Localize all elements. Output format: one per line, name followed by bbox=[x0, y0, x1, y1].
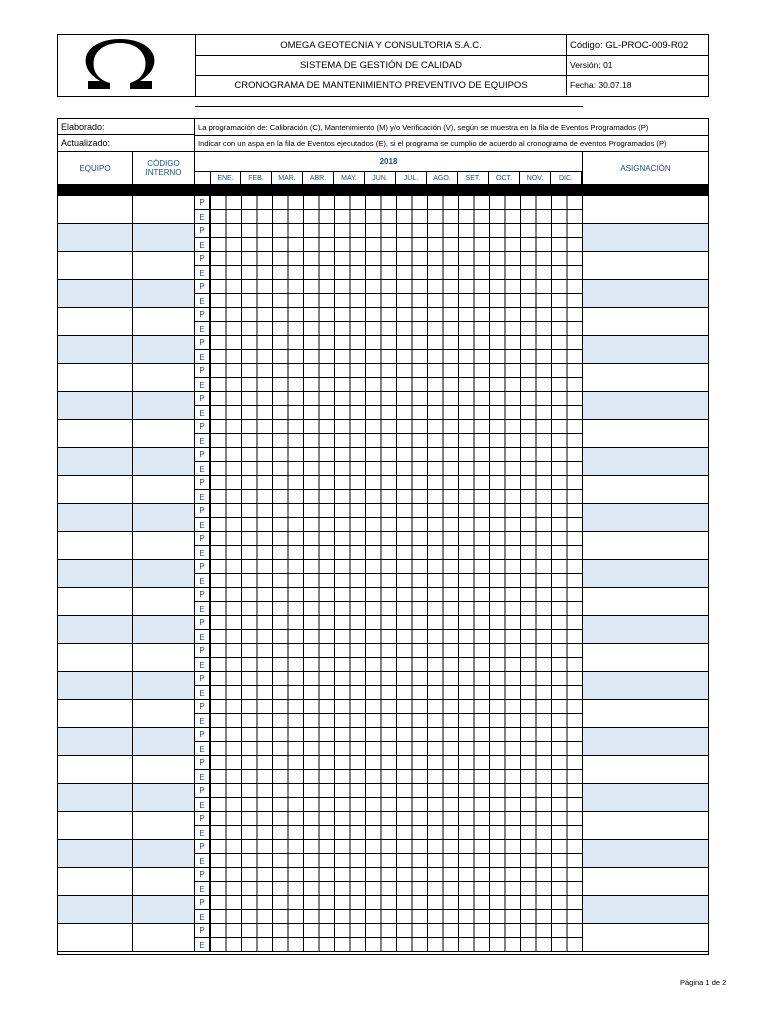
codigo-interno-cell[interactable] bbox=[133, 476, 195, 503]
schedule-grid-cells[interactable] bbox=[210, 392, 583, 419]
month-header-4: MAY. bbox=[334, 172, 365, 184]
info-row-elaborado bbox=[57, 118, 709, 135]
programado-label: P bbox=[195, 672, 210, 686]
table-row bbox=[58, 336, 708, 364]
ejecutado-label: E bbox=[195, 658, 210, 672]
asignacion-cell[interactable] bbox=[583, 560, 708, 587]
ejecutado-label: E bbox=[195, 518, 210, 532]
programado-label: P bbox=[195, 448, 210, 462]
schedule-grid-cells[interactable] bbox=[210, 420, 583, 447]
schedule-grid-cells[interactable] bbox=[210, 868, 583, 895]
schedule-grid-cells[interactable] bbox=[210, 224, 583, 251]
schedule-grid-cells[interactable] bbox=[210, 336, 583, 363]
codigo-interno-cell[interactable] bbox=[133, 364, 195, 391]
equipo-cell[interactable] bbox=[58, 812, 133, 839]
table-row bbox=[58, 560, 708, 588]
equipo-cell[interactable] bbox=[58, 252, 133, 279]
table-row bbox=[58, 448, 708, 476]
ejecutado-label: E bbox=[195, 238, 210, 252]
table-row bbox=[58, 308, 708, 336]
instruction-note-1: La programación de: Calibración (C), Mantenimiento (M) y/o Verificación (V), según se muestra en la fila de Eventos Programados (P) bbox=[195, 118, 709, 135]
codigo-interno-cell[interactable] bbox=[133, 420, 195, 447]
asignacion-cell[interactable] bbox=[583, 728, 708, 755]
ejecutado-label: E bbox=[195, 434, 210, 448]
programado-label: P bbox=[195, 392, 210, 406]
col-header-asignacion: ASIGNACIÓN bbox=[620, 163, 671, 173]
document-header bbox=[57, 34, 709, 97]
equipo-cell[interactable] bbox=[58, 308, 133, 335]
page-number: Página 1 de 2 bbox=[680, 978, 727, 987]
ejecutado-label: E bbox=[195, 574, 210, 588]
asignacion-cell[interactable] bbox=[583, 224, 708, 251]
document-code: Código: GL-PROC-009-R02 bbox=[570, 39, 689, 51]
header-row-system bbox=[196, 55, 708, 76]
system-name: SISTEMA DE GESTIÓN DE CALIDAD bbox=[196, 55, 567, 75]
codigo-interno-cell[interactable] bbox=[133, 280, 195, 307]
codigo-interno-cell[interactable] bbox=[133, 756, 195, 783]
ejecutado-label: E bbox=[195, 742, 210, 756]
equipo-cell[interactable] bbox=[58, 280, 133, 307]
info-row-actualizado bbox=[57, 135, 709, 152]
table-row bbox=[58, 840, 708, 868]
programado-label: P bbox=[195, 616, 210, 630]
ejecutado-label: E bbox=[195, 602, 210, 616]
codigo-interno-cell[interactable] bbox=[133, 560, 195, 587]
table-row bbox=[58, 224, 708, 252]
schedule-grid-cells[interactable] bbox=[210, 644, 583, 671]
ejecutado-label: E bbox=[195, 406, 210, 420]
table-row bbox=[58, 532, 708, 560]
equipo-cell[interactable] bbox=[58, 448, 133, 475]
schedule-grid-cells[interactable] bbox=[210, 840, 583, 867]
asignacion-cell[interactable] bbox=[583, 420, 708, 447]
asignacion-cell[interactable] bbox=[583, 672, 708, 699]
ejecutado-label: E bbox=[195, 826, 210, 840]
programado-label: P bbox=[195, 336, 210, 350]
equipo-cell[interactable] bbox=[58, 672, 133, 699]
table-row bbox=[58, 364, 708, 392]
ejecutado-label: E bbox=[195, 350, 210, 364]
schedule-grid-cells[interactable] bbox=[210, 196, 583, 223]
codigo-interno-cell[interactable] bbox=[133, 392, 195, 419]
month-header-5: JUN. bbox=[365, 172, 396, 184]
schedule-grid-cells[interactable] bbox=[210, 588, 583, 615]
schedule-grid-cells[interactable] bbox=[210, 784, 583, 811]
year-header: 2018 bbox=[195, 152, 583, 172]
header-row-company bbox=[196, 35, 708, 56]
asignacion-cell[interactable] bbox=[583, 812, 708, 839]
equipo-cell[interactable] bbox=[58, 868, 133, 895]
codigo-interno-cell[interactable] bbox=[133, 672, 195, 699]
equipo-cell[interactable] bbox=[58, 196, 133, 223]
table-row bbox=[58, 252, 708, 280]
schedule-grid-cells[interactable] bbox=[210, 504, 583, 531]
table-row bbox=[58, 728, 708, 756]
codigo-interno-cell[interactable] bbox=[133, 868, 195, 895]
codigo-interno-cell[interactable] bbox=[133, 924, 195, 951]
equipo-cell[interactable] bbox=[58, 644, 133, 671]
month-header-1: FEB. bbox=[241, 172, 272, 184]
document-date: Fecha: 30.07.18 bbox=[570, 80, 632, 90]
programado-label: P bbox=[195, 644, 210, 658]
schedule-grid-cells[interactable] bbox=[210, 476, 583, 503]
asignacion-cell[interactable] bbox=[583, 868, 708, 895]
table-row bbox=[58, 616, 708, 644]
codigo-interno-cell[interactable] bbox=[133, 700, 195, 727]
month-header-7: AGO. bbox=[427, 172, 458, 184]
month-header-row bbox=[195, 172, 583, 184]
ejecutado-label: E bbox=[195, 798, 210, 812]
asignacion-cell[interactable] bbox=[583, 896, 708, 923]
equipo-cell[interactable] bbox=[58, 700, 133, 727]
equipo-cell[interactable] bbox=[58, 504, 133, 531]
codigo-interno-cell[interactable] bbox=[133, 840, 195, 867]
ejecutado-label: E bbox=[195, 266, 210, 280]
ejecutado-label: E bbox=[195, 378, 210, 392]
programado-label: P bbox=[195, 560, 210, 574]
schedule-grid-cells[interactable] bbox=[210, 700, 583, 727]
info-block bbox=[57, 118, 709, 152]
schedule-grid-cells[interactable] bbox=[210, 560, 583, 587]
programado-label: P bbox=[195, 896, 210, 910]
table-row bbox=[58, 896, 708, 924]
ejecutado-label: E bbox=[195, 714, 210, 728]
programado-label: P bbox=[195, 476, 210, 490]
table-row bbox=[58, 924, 708, 952]
ejecutado-label: E bbox=[195, 322, 210, 336]
codigo-interno-cell[interactable] bbox=[133, 448, 195, 475]
equipo-cell[interactable] bbox=[58, 420, 133, 447]
programado-label: P bbox=[195, 924, 210, 938]
programado-label: P bbox=[195, 280, 210, 294]
header-row-title bbox=[196, 75, 708, 95]
ejecutado-label: E bbox=[195, 882, 210, 896]
asignacion-cell[interactable] bbox=[583, 336, 708, 363]
schedule-grid-cells[interactable] bbox=[210, 896, 583, 923]
col-header-equipo: EQUIPO bbox=[58, 152, 133, 184]
asignacion-cell[interactable] bbox=[583, 196, 708, 223]
table-row bbox=[58, 392, 708, 420]
codigo-interno-cell[interactable] bbox=[133, 616, 195, 643]
asignacion-cell[interactable] bbox=[583, 532, 708, 559]
ejecutado-label: E bbox=[195, 854, 210, 868]
equipo-cell[interactable] bbox=[58, 840, 133, 867]
ejecutado-label: E bbox=[195, 630, 210, 644]
equipo-cell[interactable] bbox=[58, 924, 133, 951]
codigo-interno-cell[interactable] bbox=[133, 504, 195, 531]
month-header-3: ABR. bbox=[303, 172, 334, 184]
programado-label: P bbox=[195, 728, 210, 742]
table-row bbox=[58, 420, 708, 448]
schedule-table bbox=[57, 152, 709, 955]
asignacion-cell[interactable] bbox=[583, 392, 708, 419]
equipo-cell[interactable] bbox=[58, 784, 133, 811]
equipo-cell[interactable] bbox=[58, 392, 133, 419]
document-version: Versión: 01 bbox=[570, 60, 613, 70]
month-header-0: ENE. bbox=[210, 172, 241, 184]
programado-label: P bbox=[195, 224, 210, 238]
table-row bbox=[58, 756, 708, 784]
codigo-interno-cell[interactable] bbox=[133, 252, 195, 279]
col-header-codigo: CÓDIGO INTERNO bbox=[133, 152, 195, 184]
equipo-cell[interactable] bbox=[58, 476, 133, 503]
codigo-interno-cell[interactable] bbox=[133, 644, 195, 671]
asignacion-cell[interactable] bbox=[583, 700, 708, 727]
asignacion-cell[interactable] bbox=[583, 784, 708, 811]
asignacion-cell[interactable] bbox=[583, 616, 708, 643]
schedule-grid-cells[interactable] bbox=[210, 308, 583, 335]
programado-label: P bbox=[195, 868, 210, 882]
programado-label: P bbox=[195, 252, 210, 266]
header-separator-bar bbox=[58, 184, 708, 196]
equipo-cell[interactable] bbox=[58, 224, 133, 251]
codigo-interno-cell[interactable] bbox=[133, 728, 195, 755]
table-row bbox=[58, 812, 708, 840]
month-header-2: MAR. bbox=[272, 172, 303, 184]
ejecutado-label: E bbox=[195, 938, 210, 952]
table-row bbox=[58, 588, 708, 616]
table-row bbox=[58, 280, 708, 308]
ejecutado-label: E bbox=[195, 490, 210, 504]
asignacion-cell[interactable] bbox=[583, 756, 708, 783]
codigo-interno-cell[interactable] bbox=[133, 224, 195, 251]
table-row bbox=[58, 644, 708, 672]
omega-logo-icon bbox=[80, 39, 170, 93]
codigo-interno-cell[interactable] bbox=[133, 196, 195, 223]
equipo-cell[interactable] bbox=[58, 560, 133, 587]
equipo-cell[interactable] bbox=[58, 364, 133, 391]
schedule-grid-cells[interactable] bbox=[210, 252, 583, 279]
asignacion-cell[interactable] bbox=[583, 364, 708, 391]
programado-label: P bbox=[195, 420, 210, 434]
programado-label: P bbox=[195, 504, 210, 518]
table-row bbox=[58, 868, 708, 896]
schedule-grid-cells[interactable] bbox=[210, 364, 583, 391]
programado-label: P bbox=[195, 784, 210, 798]
header-divider-line bbox=[195, 106, 583, 107]
company-name: OMEGA GEOTECNIA Y CONSULTORIA S.A.C. bbox=[196, 35, 567, 55]
ejecutado-label: E bbox=[195, 210, 210, 224]
asignacion-cell[interactable] bbox=[583, 252, 708, 279]
codigo-interno-cell[interactable] bbox=[133, 532, 195, 559]
asignacion-cell[interactable] bbox=[583, 504, 708, 531]
equipo-cell[interactable] bbox=[58, 588, 133, 615]
equipo-cell[interactable] bbox=[58, 756, 133, 783]
table-row bbox=[58, 196, 708, 224]
asignacion-cell[interactable] bbox=[583, 840, 708, 867]
asignacion-cell[interactable] bbox=[583, 476, 708, 503]
table-row bbox=[58, 700, 708, 728]
programado-label: P bbox=[195, 700, 210, 714]
schedule-grid-cells[interactable] bbox=[210, 448, 583, 475]
schedule-grid-cells[interactable] bbox=[210, 616, 583, 643]
elaborado-label: Elaborado: bbox=[57, 118, 195, 135]
equipo-cell[interactable] bbox=[58, 336, 133, 363]
ejecutado-label: E bbox=[195, 770, 210, 784]
ejecutado-label: E bbox=[195, 462, 210, 476]
schedule-grid-cells[interactable] bbox=[210, 924, 583, 951]
asignacion-cell[interactable] bbox=[583, 280, 708, 307]
asignacion-cell[interactable] bbox=[583, 924, 708, 951]
equipo-cell[interactable] bbox=[58, 616, 133, 643]
programado-label: P bbox=[195, 196, 210, 210]
actualizado-label: Actualizado: bbox=[57, 135, 195, 152]
schedule-grid-cells[interactable] bbox=[210, 812, 583, 839]
table-row bbox=[58, 476, 708, 504]
codigo-interno-cell[interactable] bbox=[133, 812, 195, 839]
instruction-note-2: Indicar con un aspa en la fila de Eventos ejecutados (E), si el programa se cumplio de acuerdo al cronograma de eventos Programados (P) bbox=[195, 135, 709, 152]
logo-cell bbox=[58, 35, 196, 96]
programado-label: P bbox=[195, 840, 210, 854]
ejecutado-label: E bbox=[195, 910, 210, 924]
programado-label: P bbox=[195, 364, 210, 378]
asignacion-cell[interactable] bbox=[583, 588, 708, 615]
month-header-10: NOV. bbox=[520, 172, 551, 184]
equipo-cell[interactable] bbox=[58, 896, 133, 923]
asignacion-cell[interactable] bbox=[583, 308, 708, 335]
programado-label: P bbox=[195, 308, 210, 322]
asignacion-cell[interactable] bbox=[583, 448, 708, 475]
codigo-interno-cell[interactable] bbox=[133, 588, 195, 615]
month-header-6: JUL. bbox=[396, 172, 427, 184]
table-row bbox=[58, 504, 708, 532]
schedule-grid-cells[interactable] bbox=[210, 672, 583, 699]
month-header-8: SET. bbox=[458, 172, 489, 184]
schedule-grid-cells[interactable] bbox=[210, 280, 583, 307]
table-row bbox=[58, 784, 708, 812]
table-row bbox=[58, 672, 708, 700]
document-title: CRONOGRAMA DE MANTENIMIENTO PREVENTIVO DE EQUIPOS bbox=[196, 75, 567, 95]
equipo-cell[interactable] bbox=[58, 728, 133, 755]
schedule-grid-cells[interactable] bbox=[210, 728, 583, 755]
schedule-grid-cells[interactable] bbox=[210, 532, 583, 559]
ejecutado-label: E bbox=[195, 546, 210, 560]
codigo-interno-cell[interactable] bbox=[133, 784, 195, 811]
equipo-cell[interactable] bbox=[58, 532, 133, 559]
codigo-interno-cell[interactable] bbox=[133, 308, 195, 335]
month-header-11: DIC. bbox=[551, 172, 582, 184]
asignacion-cell[interactable] bbox=[583, 644, 708, 671]
programado-label: P bbox=[195, 756, 210, 770]
programado-label: P bbox=[195, 532, 210, 546]
programado-label: P bbox=[195, 588, 210, 602]
ejecutado-label: E bbox=[195, 686, 210, 700]
ejecutado-label: E bbox=[195, 294, 210, 308]
codigo-interno-cell[interactable] bbox=[133, 336, 195, 363]
codigo-interno-cell[interactable] bbox=[133, 896, 195, 923]
month-header-9: OCT. bbox=[489, 172, 520, 184]
programado-label: P bbox=[195, 812, 210, 826]
schedule-grid-cells[interactable] bbox=[210, 756, 583, 783]
